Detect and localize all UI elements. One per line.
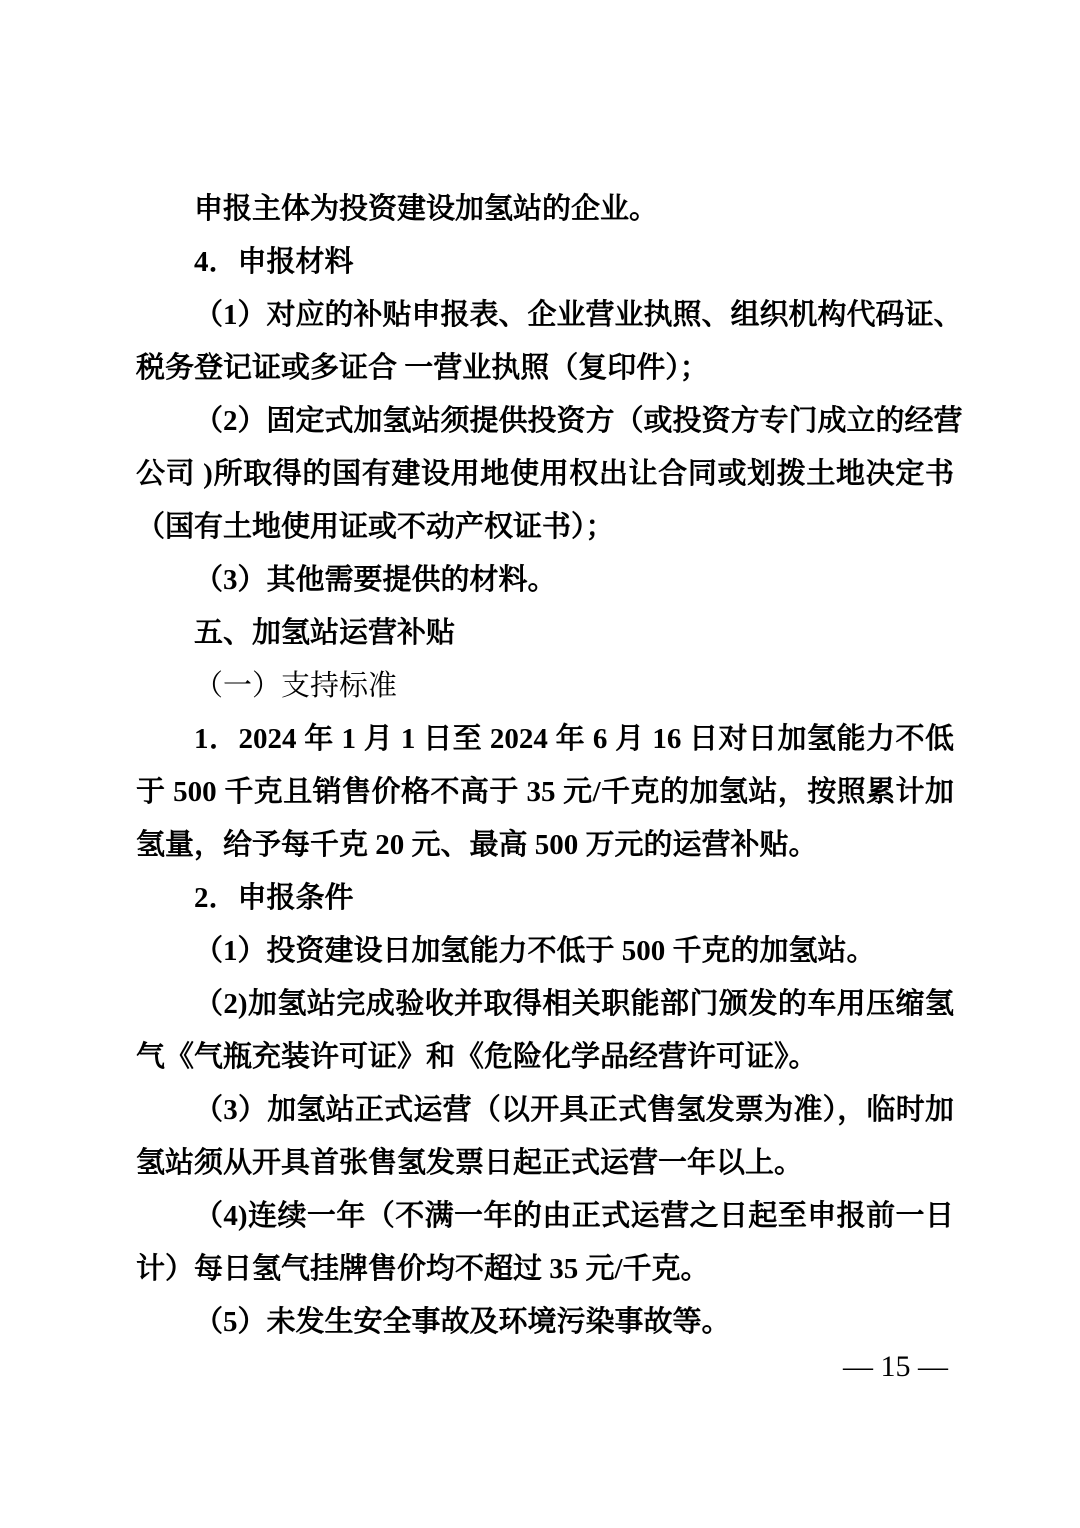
subsection-support-standard-heading: （一）支持标准: [194, 670, 398, 702]
text-line: 于 500 千克且销售价格不高于 35 元/千克的加氢站，按照累计加: [136, 776, 954, 808]
text-line: （3）加氢站正式运营（以开具正式售氢发票为准），临时加: [194, 1094, 954, 1126]
page-number: — 15 —: [843, 1350, 948, 1383]
text-line: （2）固定式加氢站须提供投资方（或投资方专门成立的经营: [194, 405, 963, 437]
text-line: 氢站须从开具首张售氢发票日起正式运营一年以上。: [136, 1147, 804, 1179]
text-line: 1．2024 年 1 月 1 日至 2024 年 6 月 16 日对日加氢能力不低: [194, 723, 954, 755]
item-2-conditions-heading: 2．申报条件: [194, 882, 354, 914]
text-line: （1）投资建设日加氢能力不低于 500 千克的加氢站。: [194, 935, 876, 967]
text-line: 公司 )所取得的国有建设用地使用权出让合同或划拨土地决定书: [136, 458, 954, 490]
section-5-heading: 五、加氢站运营补贴: [194, 617, 456, 649]
text-line: （国有土地使用证或不动产权证书）；: [136, 511, 615, 543]
text-line: （1）对应的补贴申报表、企业营业执照、组织机构代码证、: [194, 299, 963, 331]
item-4-materials-heading: 4．申报材料: [194, 246, 354, 278]
text-line-applicant: 申报主体为投资建设加氢站的企业。: [194, 193, 659, 225]
text-line: 气《气瓶充装许可证》和《危险化学品经营许可证》。: [136, 1041, 818, 1073]
text-line: （2)加氢站完成验收并取得相关职能部门颁发的车用压缩氢: [194, 988, 954, 1020]
text-line: （4)连续一年（不满一年的由正式运营之日起至申报前一日: [194, 1200, 954, 1232]
text-line: （5）未发生安全事故及环境污染事故等。: [194, 1306, 731, 1338]
text-line: （3）其他需要提供的材料。: [194, 564, 557, 596]
text-line: 税务登记证或多证合 一营业执照（复印件）；: [136, 352, 709, 384]
document-body: [136, 183, 963, 1349]
text-line: 氢量，给予每千克 20 元、最高 500 万元的运营补贴。: [136, 829, 818, 861]
text-line: 计）每日氢气挂牌售价均不超过 35 元/千克。: [136, 1253, 710, 1285]
